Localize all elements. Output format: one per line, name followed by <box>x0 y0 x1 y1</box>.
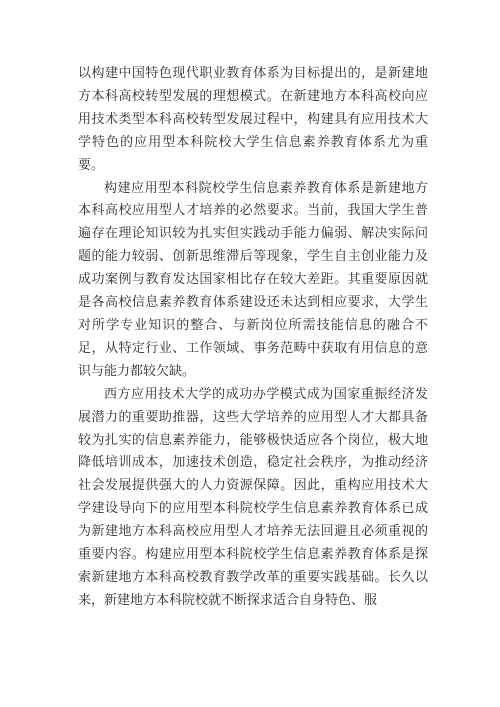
paragraph-1: 以构建中国特色现代职业教育体系为目标提出的，是新建地方本科高校转型发展的理想模式。在新建地方本科高校向应用技术类型本科高校转型发展过程中，构建具有应用技术大学特色的应用型本科院校大学生信息素养教育体系尤为重要。 <box>78 66 428 173</box>
paragraph-3: 西方应用技术大学的成功办学模式成为国家重振经济发展潜力的重要助推器，这些大学培养的应用型人才大都具备较为扎实的信息素养能力，能够极快适应各个岗位，极大地降低培训成本，加速技术创造，稳定社会秩序，为推动经济社会发展提供强大的人力资源保障。因此，重构应用技术大学建设导向下的应用型本科院校学生信息素养教育体系已成为新建地方本科高校应用型人才培养无法回避且必须重视的重要内容。构建应用型本科院校学生信息素养教育体系是探索新建地方本科高校教育教学改革的重要实践基础。长久以来，新建地方本科院校就不断探求适合自身特色、服 <box>78 386 428 608</box>
body-text <box>78 63 428 613</box>
paragraph-2: 构建应用型本科院校学生信息素养教育体系是新建地方本科高校应用型人才培养的必然要求。当前，我国大学生普遍存在理论知识较为扎实但实践动手能力偏弱、解决实际问题的能力较弱、创新思维滞后等现象，学生自主创业能力及成功案例与教育发达国家相比存在较大差距。其重要原因就是各高校信息素养教育体系建设还未达到相应要求，大学生对所学专业知识的整合、与新岗位所需技能信息的融合不足，从特定行业、工作领域、事务范畴中获取有用信息的意识与能力都较欠缺。 <box>78 180 428 379</box>
